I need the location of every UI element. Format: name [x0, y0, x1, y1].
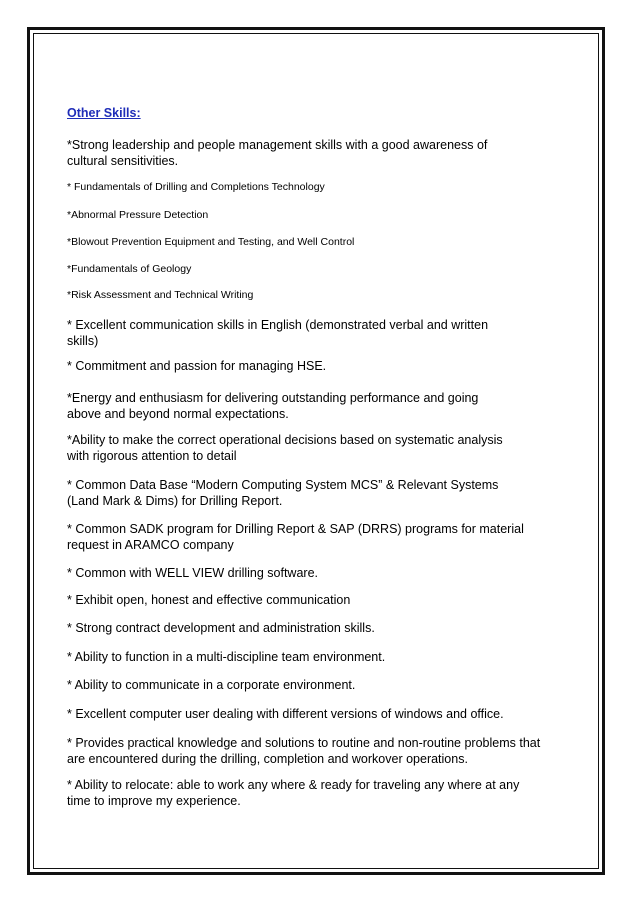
skill-line: * Excellent communication skills in English (demonstrated verbal and written [67, 318, 489, 332]
skill-item [67, 262, 567, 276]
skill-line: request in ARAMCO company [67, 538, 234, 552]
skill-item [67, 620, 567, 636]
skill-item [67, 390, 567, 422]
skill-line: skills) [67, 334, 99, 348]
skill-line: * Excellent computer user dealing with different versions of windows and office. [67, 707, 504, 721]
skill-item [67, 180, 567, 194]
skill-item [67, 317, 567, 349]
skill-line: *Strong leadership and people management skills with a good awareness of [67, 138, 488, 152]
skill-line: * Exhibit open, honest and effective communication [67, 593, 351, 607]
skill-line: * Ability to function in a multi-discipline team environment. [67, 650, 386, 664]
skill-item [67, 565, 567, 581]
skill-item [67, 521, 567, 553]
skill-line: * Commitment and passion for managing HSE. [67, 359, 327, 373]
skill-line: *Ability to make the correct operational decisions based on systematic analysis [67, 433, 503, 447]
skill-item [67, 208, 567, 222]
skill-line: *Risk Assessment and Technical Writing [67, 289, 254, 301]
skill-line: *Energy and enthusiasm for delivering outstanding performance and going [67, 391, 479, 405]
skill-line: * Fundamentals of Drilling and Completions Technology [67, 181, 325, 193]
skill-line: cultural sensitivities. [67, 154, 179, 168]
skill-item [67, 477, 567, 509]
skill-line: * Provides practical knowledge and solutions to routine and non-routine problems that [67, 736, 541, 750]
skill-line: * Common with WELL VIEW drilling software. [67, 566, 319, 580]
skill-line: *Fundamentals of Geology [67, 263, 192, 275]
skill-line: with rigorous attention to detail [67, 449, 237, 463]
skill-item [67, 235, 567, 249]
skill-item [67, 706, 567, 722]
skill-line: above and beyond normal expectations. [67, 407, 289, 421]
skill-line: * Ability to communicate in a corporate environment. [67, 678, 356, 692]
skill-item [67, 777, 567, 809]
skill-line: * Ability to relocate: able to work any where & ready for traveling any where at any [67, 778, 520, 792]
skill-item [67, 649, 567, 665]
skill-item [67, 677, 567, 693]
skill-line: *Blowout Prevention Equipment and Testing, and Well Control [67, 236, 355, 248]
skill-line: * Common Data Base “Modern Computing System MCS” & Relevant Systems [67, 478, 499, 492]
section-heading: Other Skills: [67, 106, 141, 120]
skill-item [67, 735, 567, 767]
skill-line: *Abnormal Pressure Detection [67, 209, 209, 221]
skill-item [67, 288, 567, 302]
skill-line: * Strong contract development and administration skills. [67, 621, 375, 635]
skill-item [67, 137, 567, 169]
skill-item [67, 358, 567, 374]
skill-item [67, 592, 567, 608]
skill-line: * Common SADK program for Drilling Report & SAP (DRRS) programs for material [67, 522, 524, 536]
document-content [67, 105, 567, 808]
skill-line: time to improve my experience. [67, 794, 241, 808]
skill-line: (Land Mark & Dims) for Drilling Report. [67, 494, 283, 508]
skill-item [67, 432, 567, 464]
skill-line: are encountered during the drilling, completion and workover operations. [67, 752, 468, 766]
